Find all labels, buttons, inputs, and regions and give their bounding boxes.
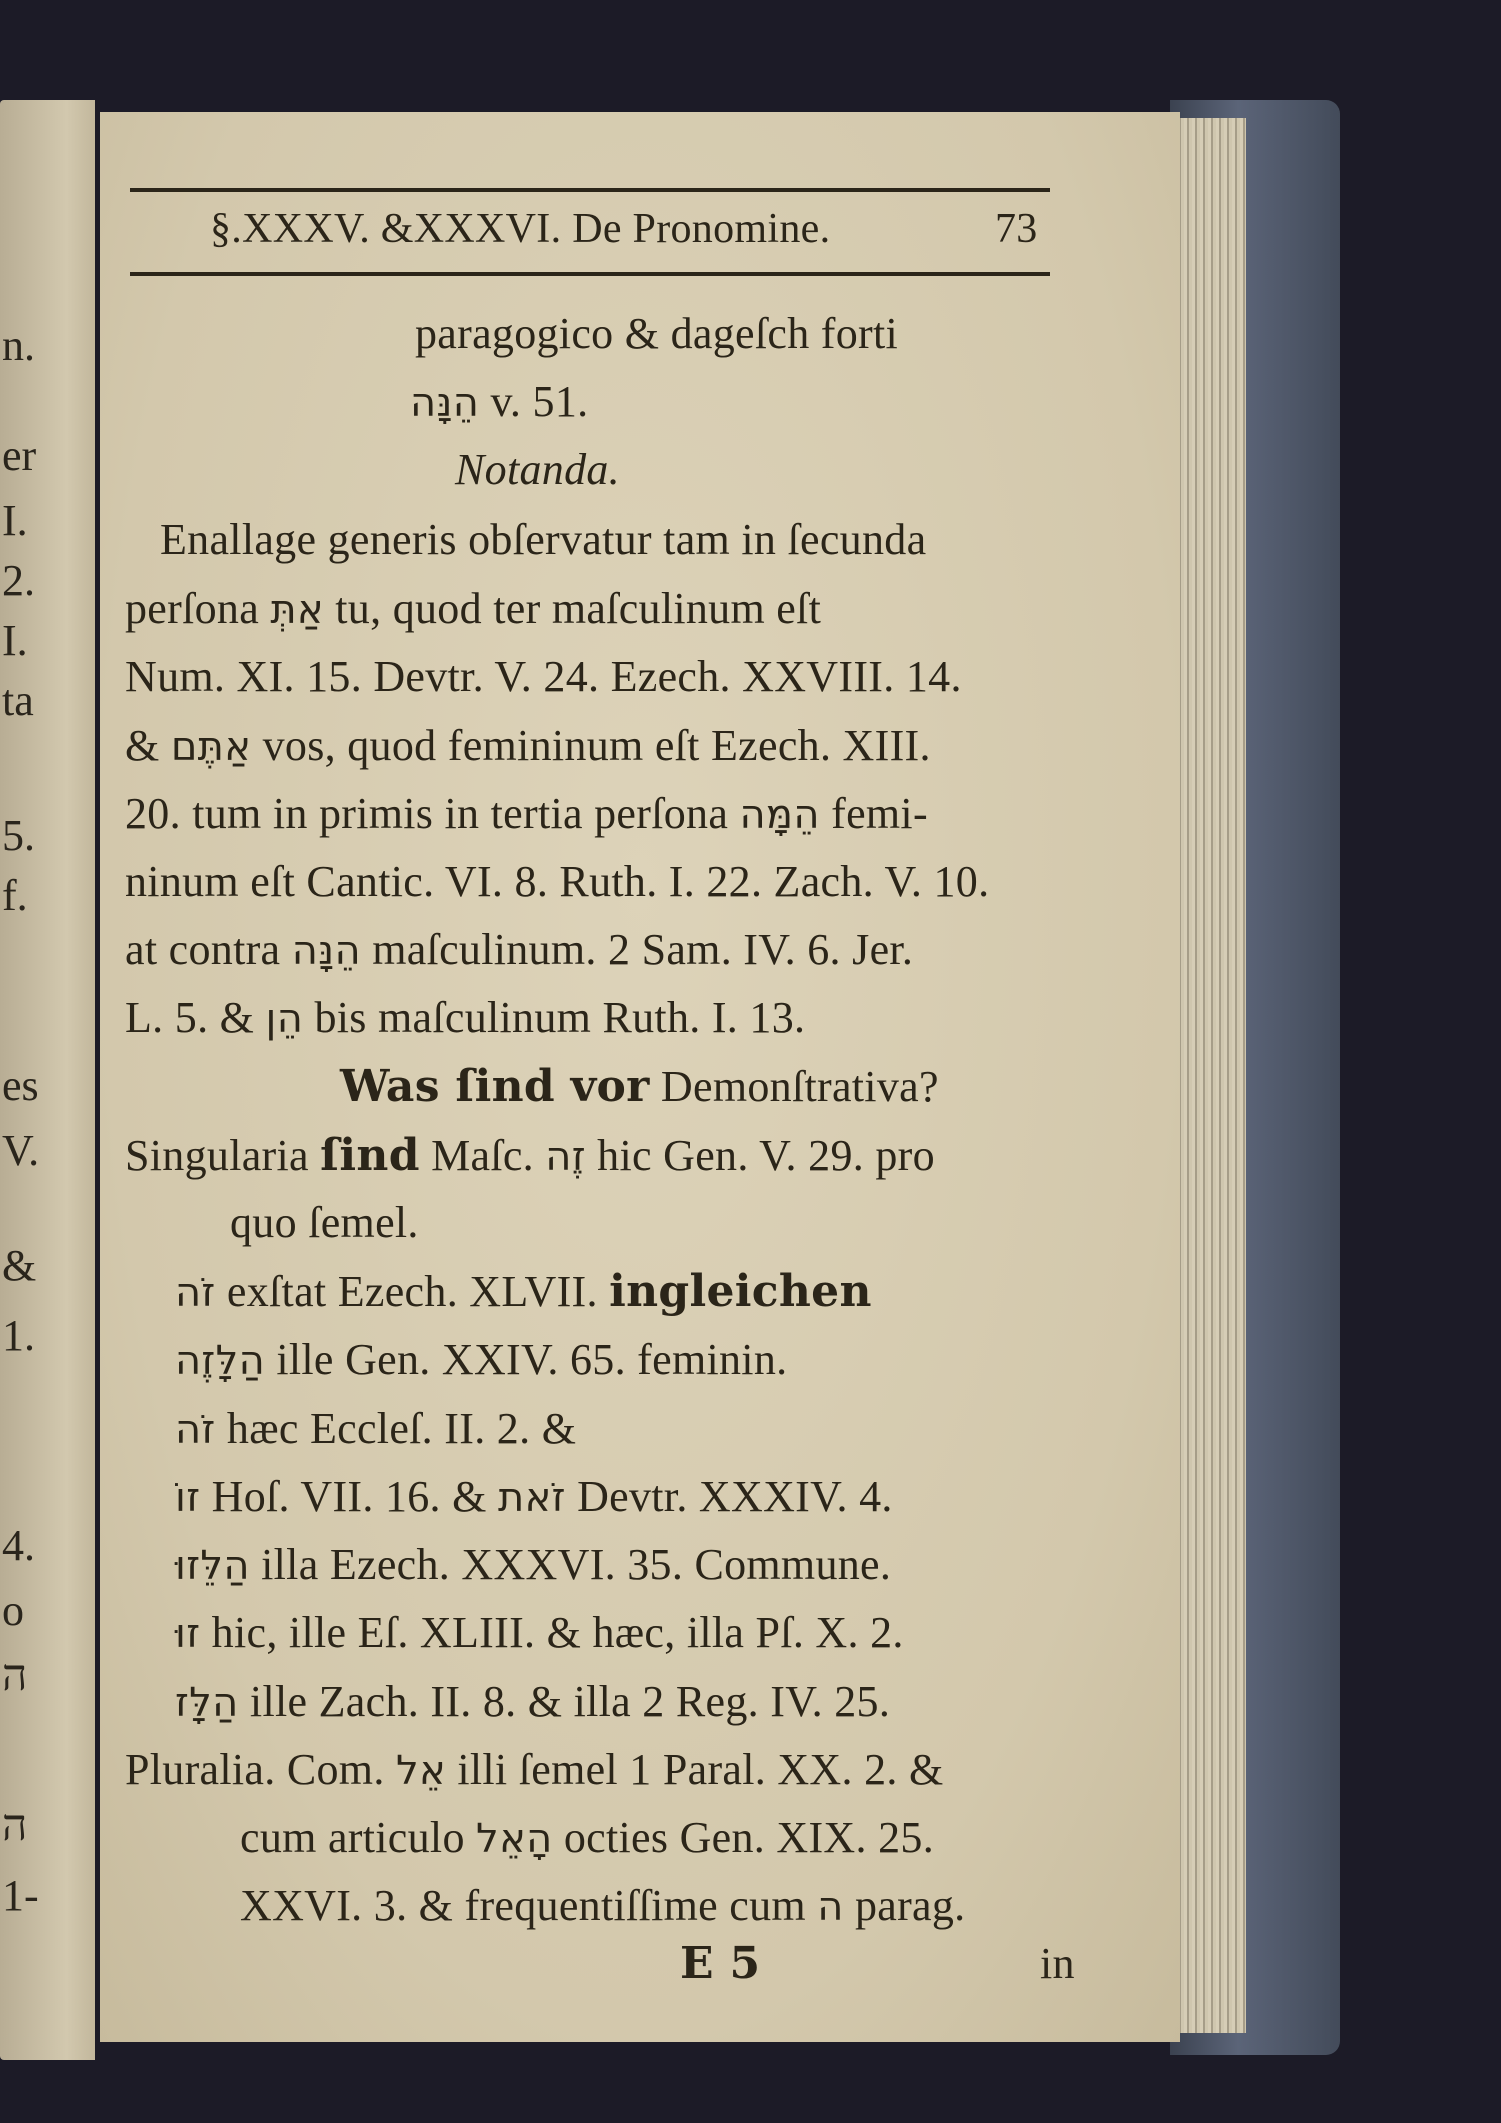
text-line (125, 1745, 944, 1794)
fraktur-text: ingleichen (609, 1266, 872, 1317)
text-span: hic, ille Eſ. XLIII. & hæc, illa Pſ. X. 2. (200, 1608, 904, 1657)
catchword: in (1040, 1939, 1075, 1988)
left-fragment: ta (2, 676, 34, 725)
left-fragment: n. (2, 321, 35, 370)
hebrew-word: אַתְּ (270, 587, 324, 633)
running-header: §.XXXV. &XXXVI. De Pronomine. (210, 206, 831, 252)
hebrew-word: אַתֶּם (170, 724, 252, 770)
hebrew-word: הֵמָּה (739, 792, 820, 838)
text-span: octies Gen. XIX. 25. (552, 1813, 935, 1862)
hebrew-word: זֹה (175, 1407, 216, 1453)
fraktur-text: ſind (320, 1130, 420, 1181)
text-span: Singularia (125, 1131, 321, 1180)
text-line (175, 1335, 788, 1384)
left-fragment: 1- (2, 1871, 39, 1920)
text-line: ninum eſt Cantic. VI. 8. Ruth. I. 22. Zach. V. 10. (125, 857, 990, 906)
left-fragment: 2. (2, 556, 35, 605)
hebrew-word: הַלֵּזוּ (175, 1543, 250, 1589)
text-span: Pluralia. Com. (125, 1745, 396, 1794)
text-line (175, 1266, 872, 1317)
left-fragment: f. (2, 871, 28, 920)
left-fragment: I. (2, 616, 28, 665)
text-line (175, 1608, 904, 1657)
text-line (175, 1472, 893, 1521)
header-rule-bottom (130, 272, 1050, 276)
text-span: hæc Eccleſ. II. 2. & (215, 1404, 577, 1453)
left-fragment: I. (2, 496, 28, 545)
hebrew-word: זֹה (175, 1270, 216, 1316)
question-heading (340, 1061, 939, 1112)
book-page (100, 112, 1180, 2042)
hebrew-word: הֵן (265, 996, 304, 1042)
text-line (125, 789, 928, 838)
left-fragment: ה (2, 1801, 28, 1850)
hebrew-word: ה (817, 1884, 844, 1930)
left-fragment: & (2, 1241, 37, 1290)
left-fragment: ה (2, 1651, 28, 1700)
hebrew-word: זוּ (175, 1611, 201, 1657)
text-line (125, 721, 931, 770)
text-line: Enallage generis obſervatur tam in ſecunda (160, 515, 927, 564)
text-span: vos, quod femininum eſt Ezech. XIII. (251, 721, 931, 770)
hebrew-word: זֹאת (497, 1475, 566, 1521)
text-span: ille Gen. XXIV. 65. feminin. (265, 1335, 788, 1384)
text-line: paragogico & dageſch forti (415, 309, 899, 358)
fraktur-text: Was ſind vor (340, 1061, 650, 1112)
hebrew-word: הַלָּזֶה (175, 1338, 266, 1384)
text-line: Num. XI. 15. Devtr. V. 24. Ezech. XXVIII. 14. (125, 652, 962, 701)
hebrew-word: אֵל (395, 1748, 447, 1794)
text-span: illa Ezech. XXXVI. 35. Commune. (249, 1540, 892, 1589)
text-span: & (125, 721, 171, 770)
left-fragment: o (2, 1586, 24, 1635)
text-span: Devtr. XXXIV. 4. (565, 1472, 893, 1521)
left-fragment: 5. (2, 811, 35, 860)
text-line: quo ſemel. (230, 1198, 419, 1247)
text-span: cum articulo (240, 1813, 477, 1862)
text-line (125, 1130, 935, 1181)
text-span: bis maſculinum Ruth. I. 13. (303, 993, 806, 1042)
text-line (175, 1404, 577, 1453)
left-page (0, 100, 95, 2060)
text-line (175, 1540, 892, 1589)
text-span: v. 51. (479, 377, 589, 426)
text-span: tu, quod ter maſculinum eſt (323, 584, 822, 633)
text-line (175, 1677, 891, 1726)
text-line (240, 1881, 966, 1930)
text-span: Demonſtrativa? (649, 1062, 939, 1111)
text-line (410, 377, 589, 426)
hebrew-word: הֵנָּה (291, 928, 361, 974)
text-span: 20. tum in primis in tertia perſona (125, 789, 740, 838)
text-span: perſona (125, 584, 271, 633)
left-fragment: es (2, 1061, 39, 1110)
text-span: XXVI. 3. & frequentiſſime cum (240, 1881, 818, 1930)
text-span: exſtat Ezech. XLVII. (215, 1267, 610, 1316)
hebrew-word: הָאֵל (476, 1816, 553, 1862)
text-line (240, 1813, 935, 1862)
text-span: at contra (125, 925, 292, 974)
left-fragment: V. (2, 1126, 40, 1175)
page-number: 73 (995, 206, 1038, 252)
text-span: femi- (819, 789, 928, 838)
left-fragment: 4. (2, 1521, 35, 1570)
text-span: L. 5. & (125, 993, 266, 1042)
text-span: parag. (843, 1881, 966, 1930)
left-fragment: er (2, 431, 37, 480)
text-span: Hoſ. VII. 16. & (200, 1472, 498, 1521)
hebrew-word: זוֹ (175, 1475, 201, 1521)
header-rule-top (130, 188, 1050, 192)
hebrew-word: הַלָּז (175, 1680, 239, 1726)
text-line (125, 925, 914, 974)
text-span: illi ſemel 1 Paral. XX. 2. & (446, 1745, 944, 1794)
text-span: hic Gen. V. 29. pro (585, 1131, 935, 1180)
text-span: Maſc. (419, 1131, 546, 1180)
hebrew-word: זֶה (545, 1134, 586, 1180)
text-span: ille Zach. II. 8. & illa 2 Reg. IV. 25. (238, 1677, 891, 1726)
left-fragment: 1. (2, 1311, 35, 1360)
hebrew-word: הֵנָּה (410, 380, 480, 426)
text-line (125, 993, 806, 1042)
text-span: maſculinum. 2 Sam. IV. 6. Jer. (360, 925, 914, 974)
notanda-heading: Notanda. (455, 445, 620, 494)
text-line (125, 584, 822, 633)
signature-mark: E 5 (680, 1938, 761, 1989)
